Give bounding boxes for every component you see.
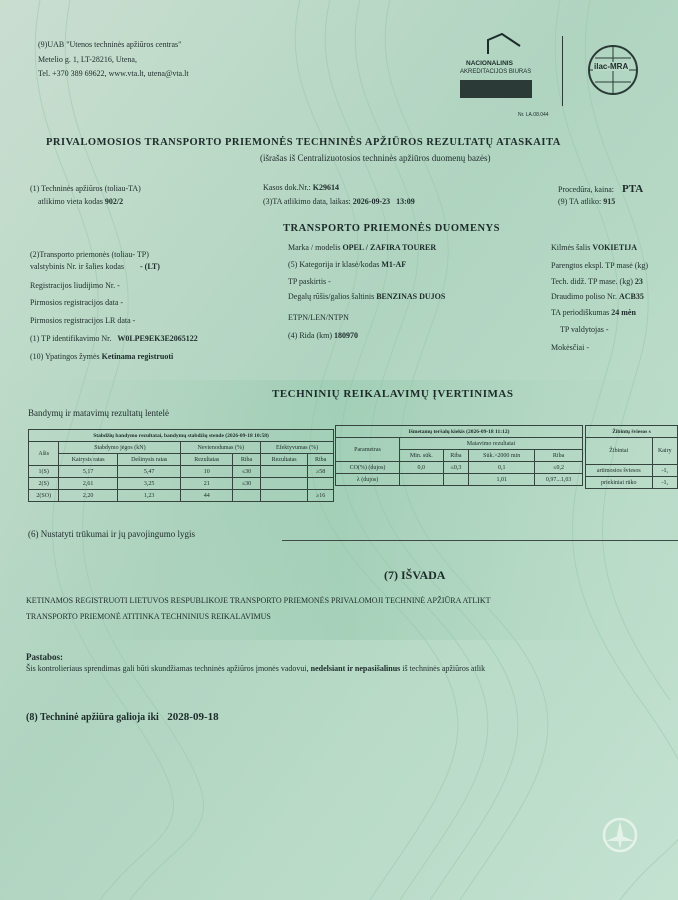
category-value: M1-AF [381,260,407,269]
ta-number-row [558,197,615,206]
ilac-mra-logo [585,42,645,92]
light-table [585,425,678,489]
procedure-value: PTA [621,183,644,195]
limit1-cell: ≤0,3 [443,462,469,474]
reg-row [30,262,160,271]
axis-cell: 1(S) [29,466,59,478]
owner-label: TP valdytojas - [560,325,609,334]
country-value: VOKIETIJA [592,243,638,252]
validity-date: 2028-09-18 [167,711,219,723]
report-subtitle: (išrašas iš Centralizuotosios techninės apžiūros duomenų bazės) [260,153,491,163]
eff-limit-cell: ≥58 [308,466,334,478]
country-row [551,243,637,252]
fuel-row [288,292,445,301]
vehicle-section-title: TRANSPORTO PRIEMONĖS DUOMENYS [283,223,500,234]
eff-cell [261,490,308,502]
special-row [30,352,173,361]
odometer-value: 180970 [334,331,358,340]
category-row [288,260,406,269]
lamp-value-cell: -1, [652,477,677,489]
payer-label: Mokėsčiai - [551,343,589,352]
period-label: TA periodiškumas [551,308,610,317]
right-force-cell: 1,23 [117,490,181,502]
accreditation-line1: NACIONALINIS [466,60,513,67]
accreditation-line2: AKREDITACIJOS BIURAS [460,69,532,75]
light-table-caption: Žibintų šviesos s [586,426,678,438]
limit2-cell: 0,97...1,03 [535,474,583,486]
max-mass-label: Tech. didž. TP mase. (kg) [551,277,633,286]
receipt-row [263,183,339,192]
vertical-divider [562,36,563,106]
make-label: Marka / modelis [288,243,341,252]
ta-number-label: (9) TA atliko: [558,197,602,206]
conclusion-line2: TRANSPORTO PRIEMONĖ ATITINKA TECHNINIUS REIKALAVIMUS [26,612,271,621]
country-label: Kilmės šalis [551,243,591,252]
light-head-left: Kairy [652,438,677,465]
note-text-b: nedelsiant ir nepasišalinus [310,664,401,673]
brake-table [28,429,334,502]
emission-sub: Min. sūk. [399,450,443,462]
date-value: 2026-09-23 [352,197,391,206]
first-reg-lt-label: Pirmosios registracijos LR data - [30,316,136,325]
make-row [288,243,436,252]
first-reg-label: Pirmosios registracijos data - [30,298,124,307]
table-row [29,478,334,490]
reg-label2: valstybinis Nr. ir šalies kodas [30,262,124,271]
table-row [586,465,678,477]
category-label: (5) Kategorija ir klasė/kodas [288,260,380,269]
accreditation-logo [458,32,558,118]
table-row [336,462,583,474]
insurance-row [551,292,644,301]
etpn-label: ETPN/LEN/NTPN [288,313,349,322]
high-cell: 1,01 [469,474,535,486]
note-text [26,664,485,673]
brake-sub: Riba [308,454,334,466]
diff-limit-cell [232,490,260,502]
period-row [551,308,636,317]
eff-cell [261,466,308,478]
left-force-cell: 2,20 [59,490,117,502]
eff-limit-cell [308,478,334,490]
ta-station-code-row [38,197,123,206]
param-cell: λ (dujos) [336,474,400,486]
date-row [263,197,415,206]
accreditation-badge [460,80,532,98]
conclusion-title: (7) IŠVADA [384,568,446,582]
axis-cell: 2(S) [29,478,59,490]
emission-head-results: Matavimo rezultatai [399,438,582,450]
ta-station-label: (1) Techninės apžiūros (toliau-TA) [30,184,141,193]
accreditation-number: Nr. LA.08.044 [518,112,549,118]
table-row [29,490,334,502]
receipt-label: Kasos dok.Nr.: [263,183,311,192]
note-text-a: Šis kontrolieriaus sprendimas gali būti skundžiamas techninės apžiūros įmonės vadovui, [26,664,309,673]
emission-sub: Riba [443,450,469,462]
mass-label: Parengtos ekspl. TP masė (kg) [551,261,649,270]
max-mass-row [551,277,643,286]
brake-head-eff: Efektyvumas (%) [261,442,334,454]
vin-row [30,334,198,343]
table-caption: Bandymų ir matavimų rezultatų lentelė [28,408,169,418]
date-label: (3)TA atlikimo data, laikas: [263,197,351,206]
company-address: Metelio g. 1, LT-28216, Utena, [38,55,137,64]
time-value: 13:09 [396,197,415,206]
lamp-cell: artimosios šviesos [586,465,653,477]
param-cell: CO(%) (dujos) [336,462,400,474]
special-value: Ketinama registruoti [101,352,174,361]
table-row [586,477,678,489]
brake-sub: Riba [232,454,260,466]
procedure-label: Procedūra, kaina: [558,185,614,194]
brake-sub: Rezultatas [181,454,233,466]
right-force-cell: 3,25 [117,478,181,490]
make-value: OPEL / ZAFIRA TOURER [342,243,437,252]
vin-label: (1) TP identifikavimo Nr. [30,334,112,343]
brake-sub: Rezultatas [261,454,308,466]
brake-sub: Dešinysis ratas [117,454,181,466]
left-force-cell: 2,61 [59,478,117,490]
note-text-c: iš techninės apžiūros atlik [402,664,486,673]
company-name: (9)UAB "Utenos techninės apžiūros centras" [38,40,182,49]
validity-label: (8) Techninė apžiūra galioja iki [26,712,159,723]
brake-table-caption: Stabdžių bandymo rezultatai, bandymų stabdžių stende (2026-09-18 10:58) [29,430,334,442]
cert-label: Registracijos liudijimo Nr. - [30,281,120,290]
receipt-number: K29614 [312,183,340,192]
star-watermark-icon [600,815,640,855]
light-head-lamp: Žibintai [586,438,653,465]
ta-station-code-label: atlikimo vieta kodas [38,197,103,206]
min-cell: 0,0 [399,462,443,474]
reg-value: - (LT) [140,262,160,271]
ilac-label: ilac-MRA [594,62,629,71]
reg-label1: (2)Transporto priemonės (toliau- TP) [30,250,149,259]
lamp-value-cell: -1, [652,465,677,477]
max-mass-value: 23 [634,277,643,286]
insurance-value: ACB35 [619,292,644,301]
defects-line [282,540,678,541]
brake-head-axis: Ašis [29,442,59,466]
ta-number: 915 [603,197,616,206]
emission-sub: Sūk.>2000 min [469,450,535,462]
diff-cell: 44 [181,490,233,502]
period-value: 24 mėn [611,308,636,317]
company-contacts: Tel. +370 389 69622, www.vta.lt, utena@vta.lt [38,69,189,78]
purpose-label: TP paskirtis - [288,277,331,286]
right-force-cell: 5,47 [117,466,181,478]
brake-sub: Kairysis ratas [59,454,117,466]
diff-limit-cell: ≤30 [232,466,260,478]
odometer-row [288,331,358,340]
validity-row [26,711,219,723]
fuel-label: Degalų rūšis/galios šaltinis [288,292,375,301]
emission-sub: Riba [535,450,583,462]
emission-table [335,425,583,486]
conclusion-line1: KETINAMOS REGISTRUOTI LIETUVOS RESPUBLIKOJE TRANSPORTO PRIEMONĖS PRIVALOMOJI TECHNINĖ APŽIŪRA ATLIKT [26,596,491,605]
assessment-title: TECHNINIŲ REIKALAVIMŲ ĮVERTINIMAS [272,388,514,400]
emission-table-caption: Išmetamų teršalų kiekis (2026-09-18 11:12) [336,426,583,438]
diff-cell: 21 [181,478,233,490]
limit2-cell: ≤0,2 [535,462,583,474]
table-row [336,474,583,486]
special-label: (10) Ypatingos žymės [30,352,100,361]
emission-head-param: Parametras [336,438,400,462]
eff-cell [261,478,308,490]
diff-cell: 10 [181,466,233,478]
defects-label: (6) Nustatyti trūkumai ir jų pavojingumo lygis [28,529,195,539]
procedure-row [558,183,643,195]
note-label: Pastabos: [26,652,64,662]
brake-head-force: Stabdymo jėgos (kN) [59,442,181,454]
insurance-label: Draudimo polisо Nr. [551,292,617,301]
table-row [29,466,334,478]
report-title: PRIVALOMOSIOS TRANSPORTO PRIEMONĖS TECHNINĖS APŽIŪROS REZULTATŲ ATASKAITA [46,137,561,148]
brake-head-diff: Nevienodumas (%) [181,442,261,454]
limit1-cell [443,474,469,486]
min-cell [399,474,443,486]
high-cell: 0,1 [469,462,535,474]
left-force-cell: 5,17 [59,466,117,478]
diff-limit-cell: ≤30 [232,478,260,490]
fuel-value: BENZINAS DUJOS [376,292,446,301]
ta-station-code: 902/2 [104,197,124,206]
axis-cell: 2(SO) [29,490,59,502]
lamp-cell: priekiniai rūko [586,477,653,489]
vin-value: W0LPE9EK3E2065122 [117,334,198,343]
eff-limit-cell: ≥16 [308,490,334,502]
odometer-label: (4) Rida (km) [288,331,332,340]
house-icon [484,32,524,56]
